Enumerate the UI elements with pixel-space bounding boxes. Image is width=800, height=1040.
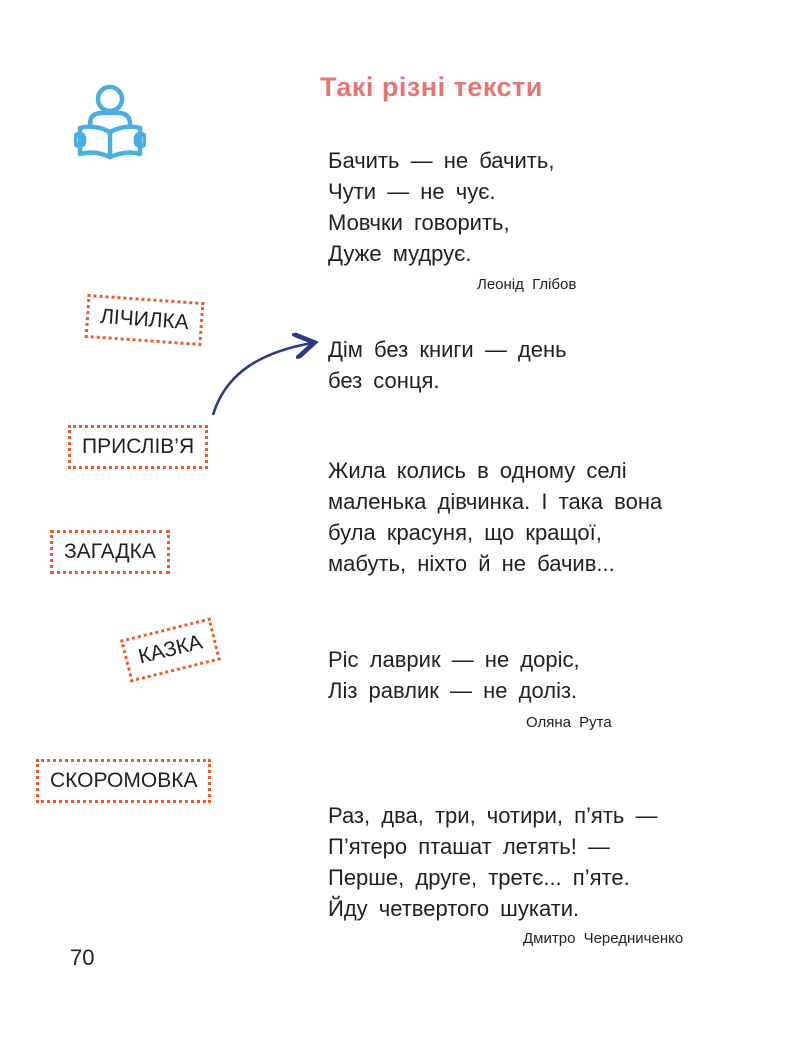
text-line: Чути — не чує. xyxy=(328,179,496,204)
tag-counting-rhyme[interactable]: ЛІЧИЛКА xyxy=(85,294,205,346)
text-line: маленька дівчинка. І така вона xyxy=(328,489,663,514)
text-line: мабуть, ніхто й не бачив... xyxy=(328,551,615,576)
author-glibov: Леонід Глібов xyxy=(477,276,577,293)
text-line: П’ятеро пташат летять! — xyxy=(328,834,610,859)
author-cherednychenko: Дмитро Чередниченко xyxy=(523,930,684,947)
text-line: Жила колись в одному селі xyxy=(328,458,627,483)
text-line: була красуня, що кращої, xyxy=(328,520,602,545)
text-counting-rhyme xyxy=(328,800,658,924)
reading-person-icon xyxy=(74,84,146,162)
text-line: Бачить — не бачить, xyxy=(328,148,555,173)
text-tongue-twister xyxy=(328,644,580,706)
text-riddle xyxy=(328,145,554,269)
text-line: Перше, друге, третє... п’яте. xyxy=(328,865,630,890)
tag-tongue-twister[interactable]: СКОРОМОВКА xyxy=(36,759,211,803)
text-line: Дім без книги — день xyxy=(328,337,567,362)
page-title: Такі різні тексти xyxy=(320,72,543,102)
text-fairy-tale xyxy=(328,455,662,579)
text-line: Йду четвертого шукати. xyxy=(328,896,580,921)
tag-riddle[interactable]: ЗАГАДКА xyxy=(50,530,170,574)
tag-fairy-tale[interactable]: КАЗКА xyxy=(120,617,221,682)
author-ruta: Оляна Рута xyxy=(526,714,612,731)
text-line: Дуже мудрує. xyxy=(328,241,472,266)
page-number: 70 xyxy=(70,945,95,970)
tag-proverb[interactable]: ПРИСЛІВ’Я xyxy=(68,425,208,469)
text-line: Ріс лаврик — не доріс, xyxy=(328,647,580,672)
text-proverb xyxy=(328,334,567,396)
text-line: Ліз равлик — не доліз. xyxy=(328,678,578,703)
text-line: Раз, два, три, чотири, п’ять — xyxy=(328,803,658,828)
text-line: без сонця. xyxy=(328,368,440,393)
text-line: Мовчки говорить, xyxy=(328,210,510,235)
